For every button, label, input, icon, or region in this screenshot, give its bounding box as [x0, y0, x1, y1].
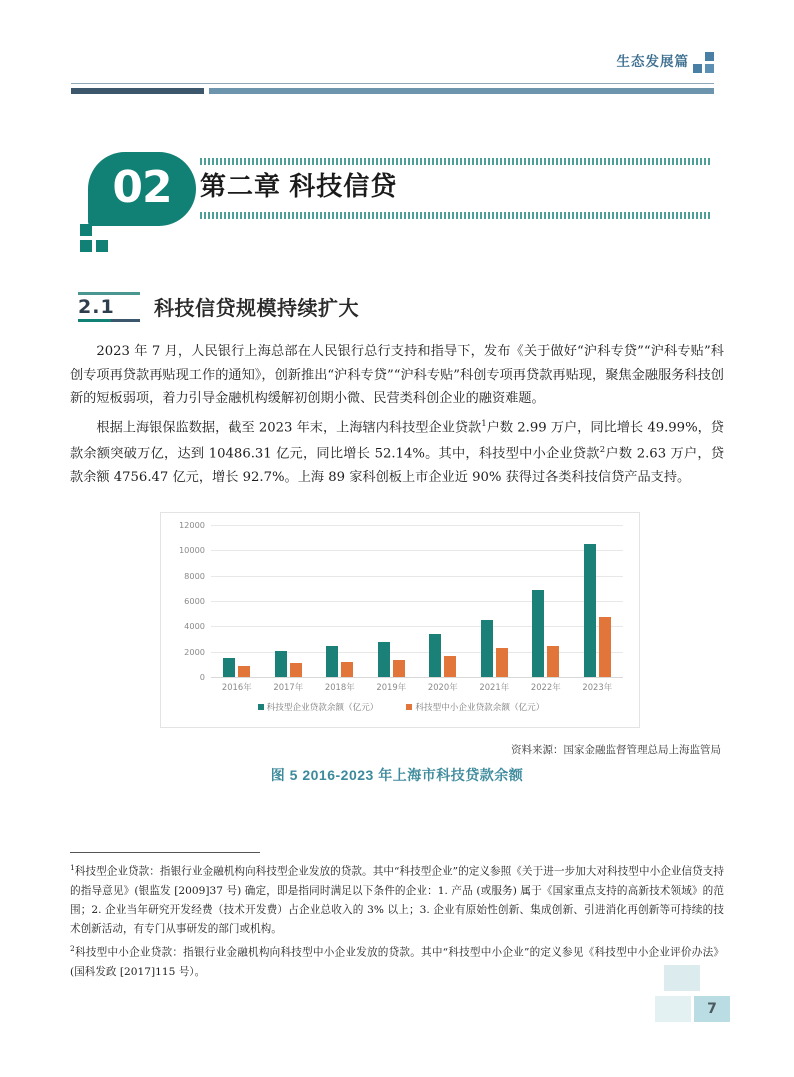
footnote-2-marker: 2 [70, 944, 75, 954]
chart-bar-group [263, 525, 315, 677]
chart-bar [223, 658, 235, 677]
footnote-separator [70, 852, 260, 853]
figure-source: 资料来源：国家金融监督管理总局上海监管局 [511, 744, 721, 756]
chart-legend-label: 科技型企业贷款余额（亿元） [266, 702, 379, 712]
chart-y-tick-label: 0 [199, 672, 205, 682]
paragraph-2-part-a: 根据上海银保监数据，截至 2023 年末，上海辖内科技型企业贷款 [96, 419, 482, 435]
chapter-title: 第二章 科技信贷 [200, 171, 398, 201]
chapter-number: 02 [112, 162, 172, 213]
chapter-number-badge [88, 152, 196, 226]
section-rule-bottom-left [78, 319, 111, 322]
chart-x-tick-label: 2018年 [324, 682, 355, 692]
chart-bar-group [417, 525, 469, 677]
chart-y-tick-label: 8000 [184, 570, 205, 581]
chart-legend-swatch [258, 704, 264, 710]
chart-y-tick-label: 12000 [178, 520, 205, 530]
header-thin-rule [71, 83, 714, 84]
footnote-1-text: 科技型企业贷款：指银行业金融机构向科技型企业发放的贷款。其中“科技型企业”的定义参照《关于进一步加大对科技型中小企业信贷支持的指导意见》(银监发 [2009]37 号) 确定，即是指同时满足以下条件的企业：1. 产品 (或服务) 属于《国家重点支持的高新技术领域》的范围；2. 企业当年研究开发经费（技术开发费）占企业总收入的 3% 以上；3. 企业有原始性创新、集成创新、引进消化再创新等可持续的技术创新活动，有专门从事研发的部门或机构。 [70, 865, 724, 936]
chart-bar-group [314, 525, 366, 677]
chart-plot-area [178, 520, 623, 682]
footnote-ref-2[interactable]: 2 [599, 445, 606, 456]
chart-bar-group [572, 525, 624, 677]
chart-bar [378, 642, 390, 677]
chart-x-axis-labels [211, 681, 623, 693]
body-text [70, 340, 724, 492]
chart-legend-swatch [406, 704, 412, 710]
header-decor-square-left [693, 64, 702, 73]
paragraph-2-part-b: 户数 2.99 万户，同比增长 49.99%，贷款余额突破万亿，达到 10486.31 亿元，同比增长 52.14%。其中，科技型中小企业贷款 [70, 419, 724, 462]
chart-bar [444, 656, 456, 677]
chart-bar [393, 660, 405, 677]
section-title: 科技信贷规模持续扩大 [154, 298, 359, 320]
chart-bar [532, 590, 544, 677]
chart-bar-group [211, 525, 263, 677]
chart-bar [275, 651, 287, 677]
chart-legend [161, 701, 641, 713]
chart-bar-group [520, 525, 572, 677]
paragraph-1: 2023 年 7 月，人民银行上海总部在人民银行总行支持和指导下，发布《关于做好“沪科专贷”“沪科专贴”科创专项再贷款再贴现工作的通知》，创新推出“沪科专贷”“沪科专贴”科创专项再贷款再贴现，聚焦金融服务科技创新的短板弱项，着力引导金融机构缓解初创期小微、民营类科创企业的融资难题。 [70, 344, 724, 406]
chart-x-tick-label: 2016年 [221, 682, 252, 692]
chart-x-tick-label: 2017年 [273, 682, 304, 692]
running-header [0, 0, 794, 110]
chart-bar [290, 663, 302, 677]
header-section-label: 生态发展篇 [616, 54, 689, 69]
chart-bar-group [469, 525, 521, 677]
footnote-2-text: 科技型中小企业贷款：指银行业金融机构向科技型中小企业发放的贷款。其中“科技型中小企业”的定义参见《科技型中小企业评价办法》(国科发政 [2017]115 号）。 [70, 946, 724, 979]
page-number-decor-left [655, 996, 691, 1022]
chart-bar [584, 544, 596, 677]
section-rule-bottom-right [111, 319, 140, 322]
footnote-1 [70, 858, 724, 939]
footnote-2 [70, 939, 724, 982]
chart-bar [496, 648, 508, 677]
chart-bar [341, 662, 353, 677]
figure-caption: 图 5 2016-2023 年上海市科技贷款余额 [270, 767, 524, 783]
chapter-decor-square-2 [80, 240, 92, 252]
chapter-decor-square-1 [80, 224, 92, 236]
chart-legend-item[interactable] [258, 701, 379, 713]
figure-chart [160, 512, 640, 728]
chart-gridline [211, 677, 623, 678]
footnote-1-marker: 1 [70, 863, 75, 872]
chart-bar [599, 617, 611, 677]
paragraph-2-part-c: 户数 2.63 万户，贷款余额 4756.47 亿元，增长 92.7%。上海 89 家科创板上市企业近 90% 获得过各类科技信贷产品支持。 [70, 446, 725, 486]
chart-bars [211, 525, 623, 677]
header-decor-square-right [705, 64, 714, 73]
header-bar-dark [71, 88, 204, 94]
chart-x-tick-label: 2020年 [427, 682, 458, 692]
page-number-decor-top [664, 965, 700, 991]
section-rule-top [78, 292, 140, 295]
chapter-heading-block [0, 152, 794, 262]
chart-x-tick-label: 2019年 [376, 682, 407, 692]
header-decor-square-top [705, 52, 714, 61]
chart-legend-item[interactable] [406, 701, 544, 713]
chart-x-tick-label: 2021年 [479, 682, 510, 692]
chart-x-tick-label: 2023年 [582, 682, 613, 692]
chart-y-tick-label: 4000 [184, 621, 205, 632]
footnotes [70, 858, 724, 982]
chart-bar [481, 620, 493, 678]
section-heading [78, 292, 718, 326]
chapter-decor-square-3 [96, 240, 108, 252]
section-number: 2.1 [78, 296, 115, 318]
chart-bar [238, 666, 250, 677]
chart-bar-group [366, 525, 418, 677]
chapter-wave-bottom [200, 212, 710, 219]
chart-legend-label: 科技型中小企业贷款余额（亿元） [415, 702, 545, 712]
chart-bar [547, 646, 559, 677]
header-bar-light [209, 88, 714, 94]
chapter-wave-top [200, 158, 710, 165]
chart-y-tick-label: 2000 [184, 646, 205, 657]
chart-bar [429, 634, 441, 677]
chart-y-tick-label: 10000 [178, 545, 205, 556]
page-number: 7 [694, 996, 730, 1022]
chart-bar [326, 646, 338, 677]
chart-y-tick-label: 6000 [184, 596, 205, 606]
footnote-ref-1[interactable]: 1 [481, 418, 487, 429]
chart-x-tick-label: 2022年 [530, 682, 561, 692]
paragraph-2 [70, 413, 724, 490]
